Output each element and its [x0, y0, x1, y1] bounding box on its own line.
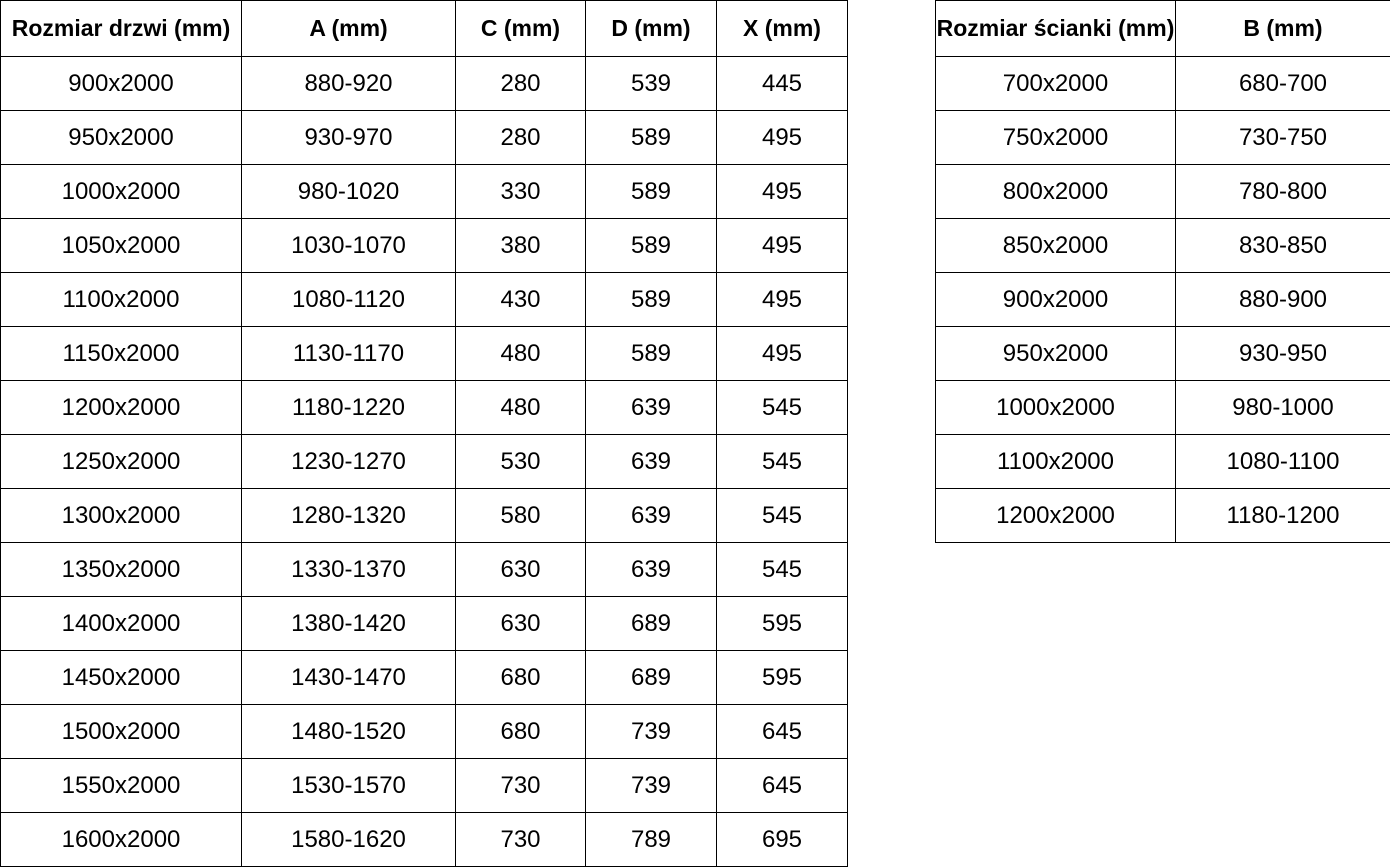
table-cell: 930-950 [1176, 327, 1390, 381]
table-row [1, 435, 848, 489]
table-cell: 950x2000 [936, 327, 1176, 381]
table-cell: 1550x2000 [1, 759, 242, 813]
table-cell: 495 [717, 219, 848, 273]
table-cell: 630 [456, 543, 586, 597]
table-cell: 480 [456, 381, 586, 435]
table-cell: 1450x2000 [1, 651, 242, 705]
table-cell: 695 [717, 813, 848, 867]
table-cell: 689 [586, 651, 717, 705]
table-cell: 545 [717, 381, 848, 435]
table-cell: 1480-1520 [242, 705, 456, 759]
table-cell: 580 [456, 489, 586, 543]
table-cell: 1250x2000 [1, 435, 242, 489]
table-cell: 980-1020 [242, 165, 456, 219]
table-cell: 1230-1270 [242, 435, 456, 489]
wall-panel-size-table [935, 0, 1390, 543]
column-header: C (mm) [456, 1, 586, 57]
table-cell: 739 [586, 759, 717, 813]
door-table-header-row [1, 1, 848, 57]
table-cell: 880-920 [242, 57, 456, 111]
table-cell: 1080-1120 [242, 273, 456, 327]
table-cell: 1030-1070 [242, 219, 456, 273]
table-cell: 589 [586, 219, 717, 273]
table-cell: 1530-1570 [242, 759, 456, 813]
table-cell: 280 [456, 111, 586, 165]
table-row [1, 543, 848, 597]
table-cell: 850x2000 [936, 219, 1176, 273]
table-cell: 980-1000 [1176, 381, 1390, 435]
table-cell: 880-900 [1176, 273, 1390, 327]
table-cell: 730 [456, 813, 586, 867]
table-row [936, 273, 1390, 327]
table-cell: 639 [586, 381, 717, 435]
table-cell: 700x2000 [936, 57, 1176, 111]
table-cell: 1400x2000 [1, 597, 242, 651]
table-cell: 530 [456, 435, 586, 489]
table-cell: 1100x2000 [936, 435, 1176, 489]
table-cell: 1430-1470 [242, 651, 456, 705]
column-header: D (mm) [586, 1, 717, 57]
table-cell: 1100x2000 [1, 273, 242, 327]
table-row [1, 57, 848, 111]
table-cell: 680-700 [1176, 57, 1390, 111]
table-cell: 330 [456, 165, 586, 219]
table-row [936, 165, 1390, 219]
table-cell: 1330-1370 [242, 543, 456, 597]
table-cell: 380 [456, 219, 586, 273]
table-cell: 680 [456, 651, 586, 705]
table-cell: 780-800 [1176, 165, 1390, 219]
table-row [1, 705, 848, 759]
table-row [1, 759, 848, 813]
table-cell: 545 [717, 435, 848, 489]
table-cell: 495 [717, 165, 848, 219]
table-cell: 1350x2000 [1, 543, 242, 597]
table-cell: 789 [586, 813, 717, 867]
table-cell: 430 [456, 273, 586, 327]
table-row [936, 57, 1390, 111]
table-row [936, 381, 1390, 435]
table-cell: 1050x2000 [1, 219, 242, 273]
table-cell: 1150x2000 [1, 327, 242, 381]
table-cell: 1180-1220 [242, 381, 456, 435]
table-cell: 495 [717, 327, 848, 381]
table-row [1, 165, 848, 219]
table-cell: 639 [586, 489, 717, 543]
column-header: A (mm) [242, 1, 456, 57]
table-row [1, 273, 848, 327]
table-cell: 645 [717, 705, 848, 759]
column-header: Rozmiar ścianki (mm) [936, 1, 1176, 57]
table-cell: 1000x2000 [1, 165, 242, 219]
table-cell: 1380-1420 [242, 597, 456, 651]
table-cell: 1080-1100 [1176, 435, 1390, 489]
table-cell: 595 [717, 597, 848, 651]
table-cell: 480 [456, 327, 586, 381]
table-row [936, 489, 1390, 543]
table-cell: 595 [717, 651, 848, 705]
table-cell: 1600x2000 [1, 813, 242, 867]
table-cell: 495 [717, 111, 848, 165]
table-cell: 589 [586, 273, 717, 327]
column-header: B (mm) [1176, 1, 1390, 57]
table-row [1, 489, 848, 543]
table-row [1, 219, 848, 273]
table-cell: 1200x2000 [1, 381, 242, 435]
table-cell: 1000x2000 [936, 381, 1176, 435]
column-header: Rozmiar drzwi (mm) [1, 1, 242, 57]
table-cell: 589 [586, 327, 717, 381]
table-cell: 545 [717, 543, 848, 597]
table-row [1, 813, 848, 867]
table-cell: 1200x2000 [936, 489, 1176, 543]
table-cell: 1500x2000 [1, 705, 242, 759]
table-cell: 1130-1170 [242, 327, 456, 381]
table-cell: 645 [717, 759, 848, 813]
table-cell: 830-850 [1176, 219, 1390, 273]
column-header: X (mm) [717, 1, 848, 57]
table-cell: 495 [717, 273, 848, 327]
table-cell: 689 [586, 597, 717, 651]
table-cell: 950x2000 [1, 111, 242, 165]
table-cell: 630 [456, 597, 586, 651]
table-cell: 589 [586, 111, 717, 165]
table-cell: 900x2000 [936, 273, 1176, 327]
table-cell: 1580-1620 [242, 813, 456, 867]
table-row [1, 327, 848, 381]
table-cell: 545 [717, 489, 848, 543]
wall-table-header-row [936, 1, 1390, 57]
table-row [936, 435, 1390, 489]
table-cell: 730 [456, 759, 586, 813]
table-cell: 639 [586, 543, 717, 597]
table-cell: 750x2000 [936, 111, 1176, 165]
table-row [936, 111, 1390, 165]
table-cell: 930-970 [242, 111, 456, 165]
table-cell: 280 [456, 57, 586, 111]
table-cell: 739 [586, 705, 717, 759]
table-cell: 445 [717, 57, 848, 111]
table-row [1, 651, 848, 705]
table-cell: 1280-1320 [242, 489, 456, 543]
table-cell: 589 [586, 165, 717, 219]
table-cell: 539 [586, 57, 717, 111]
table-row [936, 327, 1390, 381]
table-row [1, 381, 848, 435]
table-row [1, 111, 848, 165]
table-cell: 800x2000 [936, 165, 1176, 219]
table-cell: 1180-1200 [1176, 489, 1390, 543]
table-row [1, 597, 848, 651]
table-cell: 1300x2000 [1, 489, 242, 543]
table-cell: 680 [456, 705, 586, 759]
table-cell: 900x2000 [1, 57, 242, 111]
table-cell: 730-750 [1176, 111, 1390, 165]
table-cell: 639 [586, 435, 717, 489]
table-row [936, 219, 1390, 273]
